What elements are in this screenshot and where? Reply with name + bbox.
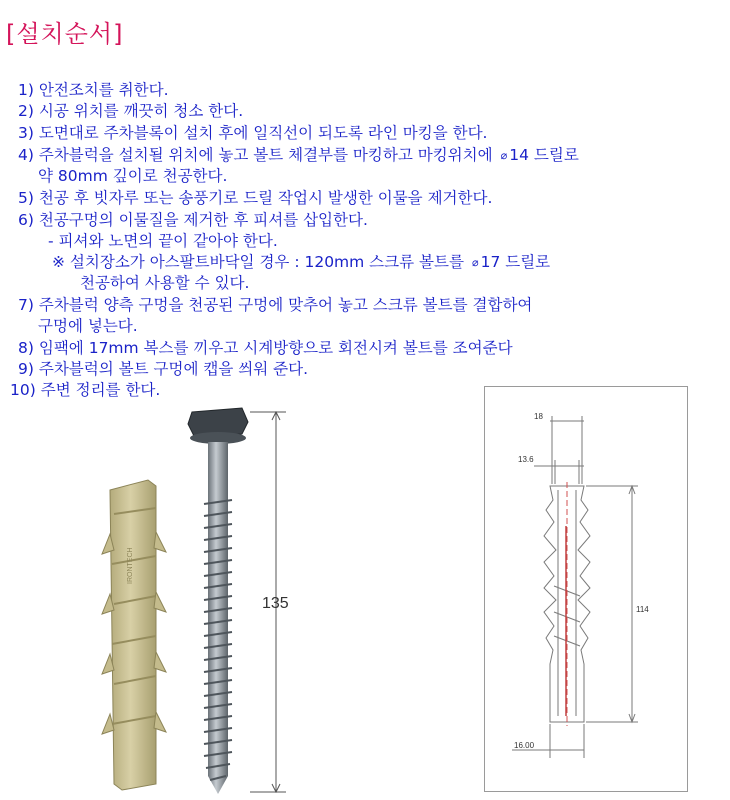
step-8: 8) 임팩에 17mm 복스를 끼우고 시계방향으로 회전시켜 볼트를 조여준다 [18,339,513,357]
step-7-continued: 구멍에 넣는다. [38,317,138,335]
note-dash: - 피셔와 노면의 끝이 같아야 한다. [48,232,278,250]
step-7: 7) 주차블럭 양측 구멍을 천공된 구멍에 맞추어 놓고 스크류 볼트를 결합하여 [18,296,533,314]
step-5: 5) 천공 후 빗자루 또는 송풍기로 드릴 작업시 발생한 이물을 제거한다. [18,189,493,207]
dim-top-label: 18 [534,412,543,421]
bolt-length-label: 135 [262,595,289,612]
dim-length-label: 114 [636,605,649,614]
hex-screw-bolt [188,408,248,794]
step-1: 1) 안전조치를 취한다. [18,81,169,99]
note-asphalt: ※ 설치장소가 아스팔트바닥일 경우 : 120mm 스크류 볼트를 ⌀ 17 드릴로 [52,253,551,271]
diameter-symbol: ⌀ [500,149,508,162]
step-6: 6) 천공구멍의 이물질을 제거한 후 피셔를 삽입한다. [18,211,368,229]
dim-bottom-label: 16.00 [514,741,535,750]
step-4: 4) 주차블럭을 설치될 위치에 놓고 볼트 체결부를 마킹하고 마킹위치에 ⌀ 14 드릴로 [18,146,579,164]
diameter-symbol: ⌀ [471,256,479,269]
step-2: 2) 시공 위치를 깨끗히 청소 한다. [18,102,244,120]
step-3: 3) 도면대로 주차블록이 설치 후에 일직선이 되도록 라인 마킹을 한다. [18,124,488,142]
dim-inner-label: 13.6 [518,455,534,464]
step-9: 9) 주차블럭의 볼트 구멍에 캡을 씌워 준다. [18,360,308,378]
anchor-technical-drawing [484,386,688,792]
plastic-anchor [102,480,166,790]
drawing-frame [485,387,688,792]
note-asphalt-continued: 천공하여 사용할 수 있다. [80,274,250,292]
page-title: [설치순서] [6,20,124,48]
step-10: 10) 주변 정리를 한다. [10,381,161,399]
product-photo [90,404,320,796]
step-4-continued: 약 80mm 깊이로 천공한다. [38,167,228,185]
anchor-brand: IRONTECH [127,547,134,584]
